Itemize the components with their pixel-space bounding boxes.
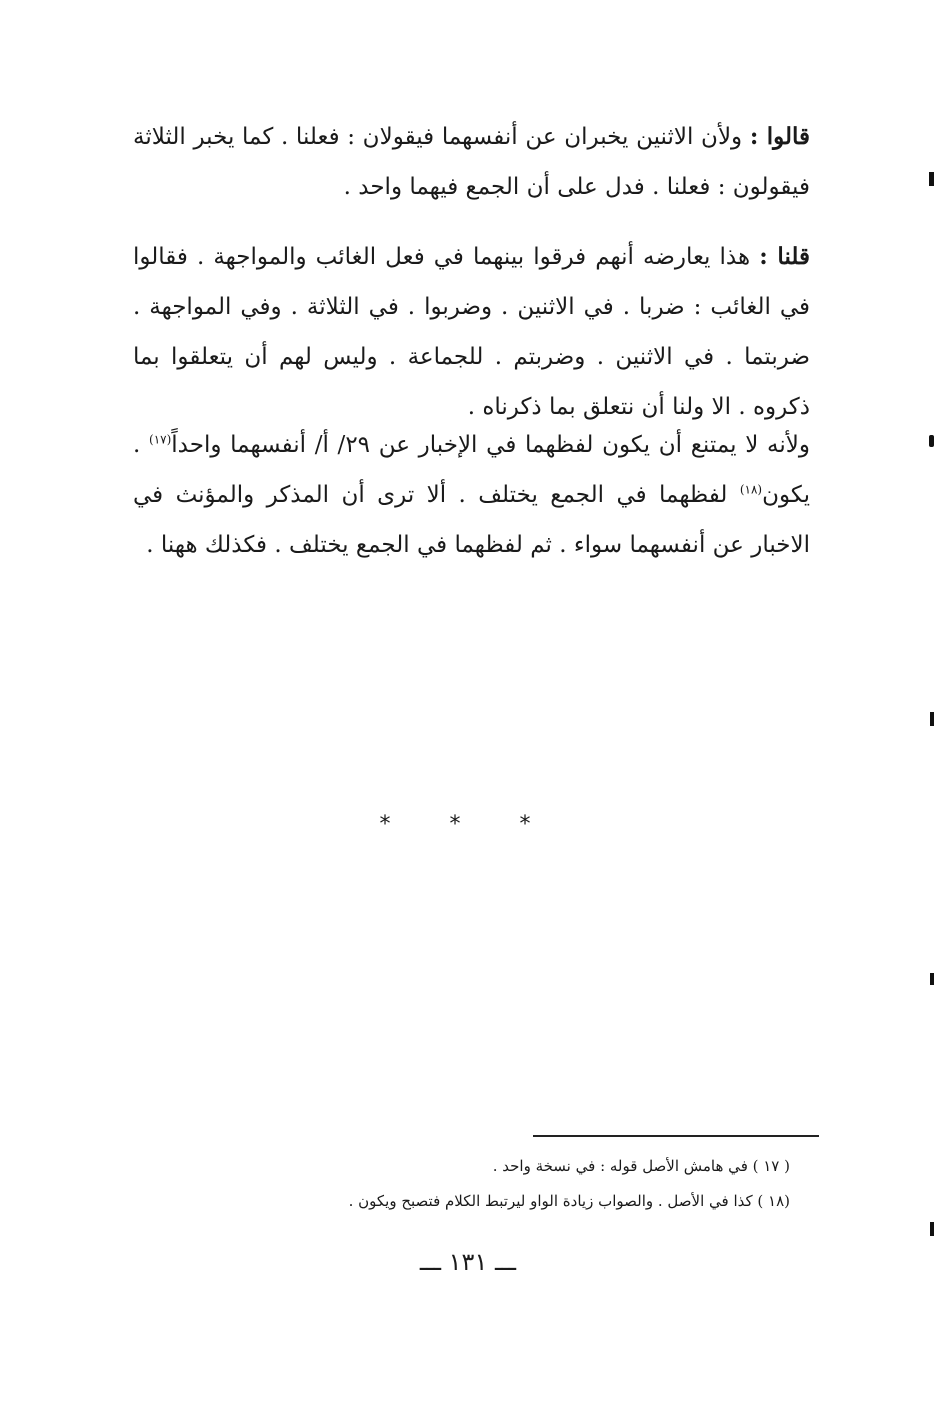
paragraph-1: [133, 112, 810, 212]
paragraph-3-part-3: لفظهما في الجمع يختلف . ألا ترى أن المذكر والمؤنث في الاخبار عن أنفسهما سواء . ثم لفظهما في الجمع يختلف . فكذلك ههنا .: [133, 482, 810, 558]
footnote-18: (١٨ ) كذا في الأصل . والصواب زيادة الواو ليرتبط الكلام فتصبح ويكون .: [348, 1192, 790, 1210]
paragraph-3-part-1: ولأنه لا يمتنع أن يكون لفظهما في الإخبار عن ٢٩/ أ/ أنفسهما واحداً: [171, 432, 810, 458]
footnote-ref-17: (١٧): [149, 432, 172, 447]
paragraph-3: [133, 420, 810, 570]
footnote-divider: [533, 1135, 819, 1137]
paragraph-3-part-2: . يكون: [133, 432, 810, 508]
paragraph-1-lead: قالوا :: [749, 123, 810, 150]
scan-edge-mark: [930, 1222, 934, 1236]
footnote-17: ( ١٧ ) في هامش الأصل قوله : في نسخة واحد .: [492, 1157, 790, 1175]
page-number: ـــ ١٣١ ـــ: [419, 1248, 517, 1276]
scan-edge-mark: [929, 435, 934, 447]
paragraph-1-text: ولأن الاثنين يخبران عن أنفسهما فيقولان : فعلنا . كما يخبر الثلاثة فيقولون : فعلنا . فدل على أن الجمع فيهما واحد .: [133, 124, 810, 200]
scan-edge-mark: [930, 712, 934, 726]
footnote-ref-18: (١٨): [739, 482, 763, 497]
paragraph-2: [133, 232, 810, 432]
section-separator-stars: * * *: [379, 812, 557, 837]
paragraph-2-lead: قلنا :: [759, 243, 810, 270]
scan-edge-mark: [929, 172, 934, 186]
paragraph-2-text: هذا يعارضه أنهم فرقوا بينهما في فعل الغائب والمواجهة . فقالوا في الغائب : ضربا . في الاثنين . وضربوا . في الثلاثة . وفي المواجهة . ضربتما . في الاثنين . وضربتم . للجماعة . وليس لهم أن يتعلقوا بما ذكروه . الا ولنا أن نتعلق بما ذكرناه .: [133, 244, 810, 420]
scan-edge-mark: [930, 973, 934, 985]
